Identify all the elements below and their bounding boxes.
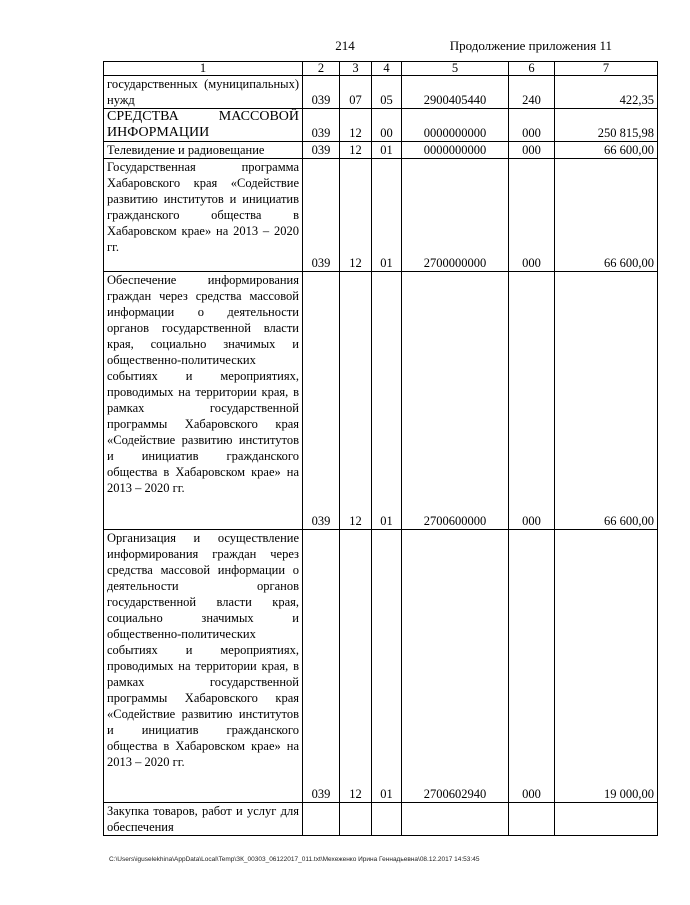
cell-subsection: 01: [372, 142, 402, 159]
cell-amount: 66 600,00: [555, 142, 658, 159]
cell-subsection: [372, 803, 402, 836]
cell-target-article: [402, 803, 509, 836]
table-row: [104, 76, 658, 109]
cell-ministry: [303, 803, 340, 836]
cell-expense-type: 000: [509, 530, 555, 803]
column-number: 4: [372, 62, 402, 76]
cell-amount: 422,35: [555, 76, 658, 109]
column-number: 1: [104, 62, 303, 76]
row-name: государственных (муниципальных) нужд: [104, 76, 303, 109]
cell-section: 12: [340, 530, 372, 803]
row-name: Обеспечение информирования граждан через средства массовой информации о деятельности органов государственной власти края, социально значимых и общественно-политических событиях и мероприятиях, проводимых на территории края, в рамках государственной программы Хабаровского края «Содействие развитию институтов и инициатив гражданского общества в Хабаровском крае» на 2013 – 2020 гг.: [104, 272, 303, 530]
table-row: [104, 159, 658, 272]
cell-section: 12: [340, 109, 372, 142]
cell-target-article: 0000000000: [402, 109, 509, 142]
continuation-note: Продолжение приложения 11: [449, 38, 612, 53]
cell-section: 12: [340, 142, 372, 159]
page-number: 214: [335, 38, 355, 53]
cell-subsection: 01: [372, 272, 402, 530]
column-number: 3: [340, 62, 372, 76]
budget-table: [103, 61, 658, 836]
column-number: 5: [402, 62, 509, 76]
cell-subsection: 01: [372, 159, 402, 272]
table-row: [104, 272, 658, 530]
cell-ministry: 039: [303, 530, 340, 803]
cell-expense-type: 000: [509, 109, 555, 142]
cell-amount: 250 815,98: [555, 109, 658, 142]
footer-file-path: C:\Users\iguselekhina\AppData\Local\Temp\ЗК_00303_06122017_011.txt\Мехеженко Ирина Геннадьевна\08.12.2017 14:53:45: [109, 856, 480, 863]
cell-subsection: 01: [372, 530, 402, 803]
cell-target-article: 2700000000: [402, 159, 509, 272]
column-number: 7: [555, 62, 658, 76]
cell-section: 12: [340, 159, 372, 272]
cell-expense-type: 240: [509, 76, 555, 109]
cell-ministry: 039: [303, 142, 340, 159]
row-name: Организация и осуществление информирования граждан через средства массовой информации о деятельности органов государственной власти края, социально значимых и общественно-политических событиях и мероприятиях, проводимых на территории края, в рамках государственной программы Хабаровского края «Содействие развитию институтов и инициатив гражданского общества в Хабаровском крае» на 2013 – 2020 гг.: [104, 530, 303, 803]
cell-target-article: 2700600000: [402, 272, 509, 530]
column-number: 6: [509, 62, 555, 76]
cell-ministry: 039: [303, 76, 340, 109]
cell-target-article: 0000000000: [402, 142, 509, 159]
cell-amount: 19 000,00: [555, 530, 658, 803]
cell-ministry: 039: [303, 159, 340, 272]
table-row: [104, 142, 658, 159]
table-row: [104, 803, 658, 836]
row-name: Государственная программа Хабаровского края «Содействие развитию институтов и инициатив гражданского общества в Хабаровском крае» на 2013 – 2020 гг.: [104, 159, 303, 272]
cell-expense-type: [509, 803, 555, 836]
cell-expense-type: 000: [509, 159, 555, 272]
cell-subsection: 00: [372, 109, 402, 142]
column-number-row: [104, 62, 658, 76]
cell-section: [340, 803, 372, 836]
cell-expense-type: 000: [509, 142, 555, 159]
cell-ministry: 039: [303, 109, 340, 142]
column-number: 2: [303, 62, 340, 76]
cell-expense-type: 000: [509, 272, 555, 530]
cell-amount: [555, 803, 658, 836]
cell-amount: 66 600,00: [555, 159, 658, 272]
table-row: [104, 109, 658, 142]
table-row: [104, 530, 658, 803]
row-name: СРЕДСТВА МАССОВОЙ ИНФОРМАЦИИ: [104, 109, 303, 142]
cell-target-article: 2700602940: [402, 530, 509, 803]
row-name: Закупка товаров, работ и услуг для обеспечения: [104, 803, 303, 836]
cell-subsection: 05: [372, 76, 402, 109]
cell-ministry: 039: [303, 272, 340, 530]
cell-section: 07: [340, 76, 372, 109]
cell-amount: 66 600,00: [555, 272, 658, 530]
cell-target-article: 2900405440: [402, 76, 509, 109]
row-name: Телевидение и радиовещание: [104, 142, 303, 159]
cell-section: 12: [340, 272, 372, 530]
